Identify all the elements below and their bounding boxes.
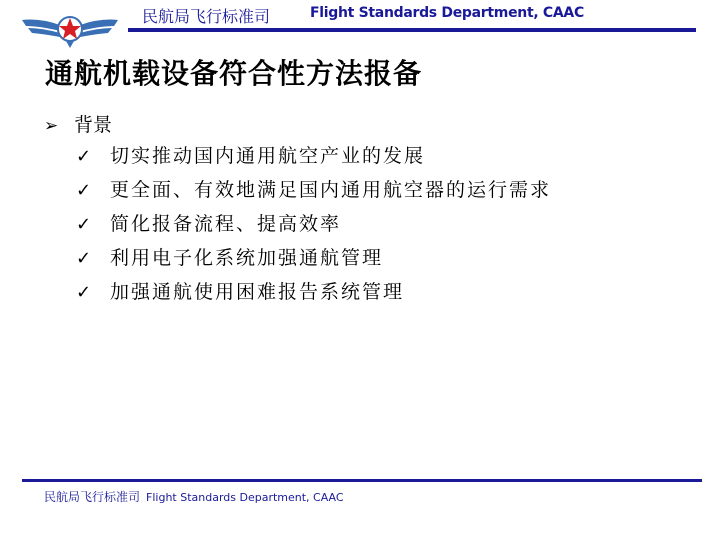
sub-bullet-list bbox=[76, 141, 551, 311]
list-item bbox=[76, 175, 551, 209]
list-item bbox=[76, 277, 551, 311]
footer-divider bbox=[22, 479, 702, 482]
check-icon: ✓ bbox=[76, 146, 92, 167]
check-icon: ✓ bbox=[76, 248, 92, 269]
list-item bbox=[76, 141, 551, 175]
footer-org-en: Flight Standards Department, CAAC bbox=[146, 491, 344, 504]
header-divider bbox=[128, 28, 696, 32]
check-icon: ✓ bbox=[76, 214, 92, 235]
slide-title: 通航机载设备符合性方法报备 bbox=[45, 57, 423, 90]
arrow-right-icon: ➢ bbox=[44, 116, 59, 136]
header-org-en: Flight Standards Department, CAAC bbox=[310, 5, 584, 21]
list-item-text: 更全面、有效地满足国内通用航空器的运行需求 bbox=[110, 179, 552, 201]
list-item bbox=[76, 209, 551, 243]
list-item-text: 利用电子化系统加强通航管理 bbox=[110, 247, 384, 269]
header-org-cn: 民航局飞行标准司 bbox=[142, 7, 271, 26]
check-icon: ✓ bbox=[76, 282, 92, 303]
footer-org-cn: 民航局飞行标准司 bbox=[44, 490, 141, 504]
caac-wings-logo bbox=[20, 4, 120, 50]
list-item-text: 切实推动国内通用航空产业的发展 bbox=[110, 145, 426, 167]
check-icon: ✓ bbox=[76, 180, 92, 201]
list-item-text: 加强通航使用困难报告系统管理 bbox=[110, 281, 405, 303]
main-bullet-label: 背景 bbox=[74, 114, 113, 136]
list-item-text: 简化报备流程、提高效率 bbox=[110, 213, 342, 235]
footer bbox=[44, 488, 344, 505]
main-bullet bbox=[44, 110, 112, 137]
list-item bbox=[76, 243, 551, 277]
